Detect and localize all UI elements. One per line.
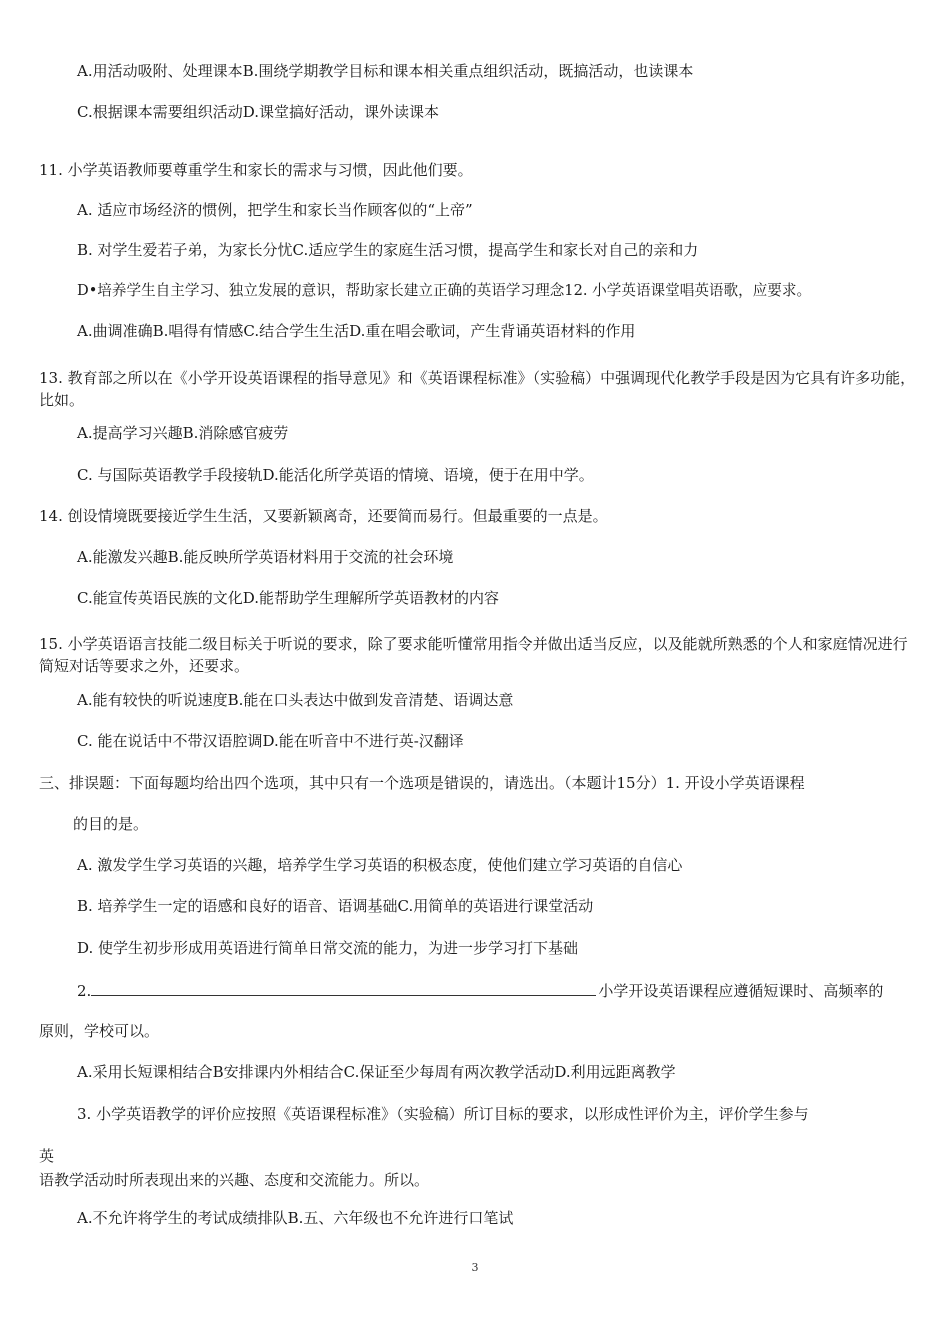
s3-options-ab: A.不允许将学生的考试成绩排队B.五、六年级也不允许进行口笔试 [77,1209,514,1227]
s2-number: 2. [77,982,92,1000]
q14-options-cd: C.能宣传英语民族的文化D.能帮助学生理解所学英语教材的内容 [77,589,499,607]
q15-options-cd: C. 能在说话中不带汉语腔调D.能在听音中不进行英-汉翻译 [77,732,464,750]
q11-options-bc: B. 对学生爱若子弟，为家长分忧C.适应学生的家庭生活习惯，提高学生和家长对自己的亲和力 [77,241,699,259]
q10-options-cd: C.根据课本需要组织活动D.课堂搞好活动，课外读课本 [77,103,439,121]
q15-options-ab: A.能有较快的听说速度B.能在口头表达中做到发音清楚、语调达意 [77,691,514,709]
page-number: 3 [471,1261,479,1274]
s2-stem: 小学开设英语课程应遵循短课时、高频率的 [598,982,884,1000]
s3-continuation-1: 英 [39,1147,55,1165]
q10-options-ab: A.用活动吸附、处理课本B.围绕学期教学目标和课本相关重点组织活动，既搞活动，也读课本 [77,62,694,80]
q11-stem: 11. 小学英语教师要尊重学生和家长的需求与习惯，因此他们要。 [39,161,473,179]
s1-options-bc: B. 培养学生一定的语感和良好的语音、语调基础C.用简单的英语进行课堂活动 [77,897,594,915]
q13-stem: 13. 教育部之所以在《小学开设英语课程的指导意见》和《英语课程标准》（实验稿）中强调现代化教学手段是因为它具有许多功能，比如。 [39,369,916,409]
s1-option-a: A. 激发学生学习英语的兴趣，培养学生学习英语的积极态度，使他们建立学习英语的自信心 [77,856,683,874]
s2-options: A.采用长短课相结合B安排课内外相结合C.保证至少每周有两次教学活动D.利用远距离教学 [77,1063,676,1081]
q14-options-ab: A.能激发兴趣B.能反映所学英语材料用于交流的社会环境 [77,548,454,566]
section-3-heading: 三、排误题：下面每题均给出四个选项，其中只有一个选项是错误的，请选出。（本题计15分）1. 开设小学英语课程 [39,774,805,792]
q15-stem: 15. 小学英语语言技能二级目标关于听说的要求，除了要求能听懂常用指令并做出适当反应，以及能就所熟悉的个人和家庭情况进行简短对话等要求之外，还要求。 [39,635,908,675]
q14-stem: 14. 创设情境既要接近学生生活，又要新颖离奇，还要简而易行。但最重要的一点是。 [39,507,608,525]
q13-options-ab: A.提高学习兴趣B.消除感官疲劳 [77,424,289,442]
q12-options: A.曲调准确B.唱得有情感C.结合学生生活D.重在唱会歌词，产生背诵英语材料的作用 [77,322,636,340]
section-3-q1-continuation: 的目的是。 [73,815,149,833]
s3-stem: 3. 小学英语教学的评价应按照《英语课程标准》（实验稿）所订目标的要求，以形成性评价为主，评价学生参与 [77,1105,809,1123]
q11-option-a: A. 适应市场经济的惯例，把学生和家长当作顾客似的“上帝” [77,201,473,219]
answer-blank [91,980,596,996]
s3-continuation-2: 语教学活动时所表现出来的兴趣、态度和交流能力。所以。 [39,1171,430,1189]
q13-options-cd: C. 与国际英语教学手段接轨D.能活化所学英语的情境、语境，便于在用中学。 [77,466,594,484]
s2-continuation: 原则，学校可以。 [39,1022,160,1040]
s1-option-d: D. 使学生初步形成用英语进行简单日常交流的能力，为进一步学习打下基础 [77,939,579,957]
q11-option-d-q12-stem: D•培养学生自主学习、独立发展的意识，帮助家长建立正确的英语学习理念12. 小学英语课堂唱英语歌，应要求。 [77,282,812,299]
s2-stem-line [77,980,883,1001]
